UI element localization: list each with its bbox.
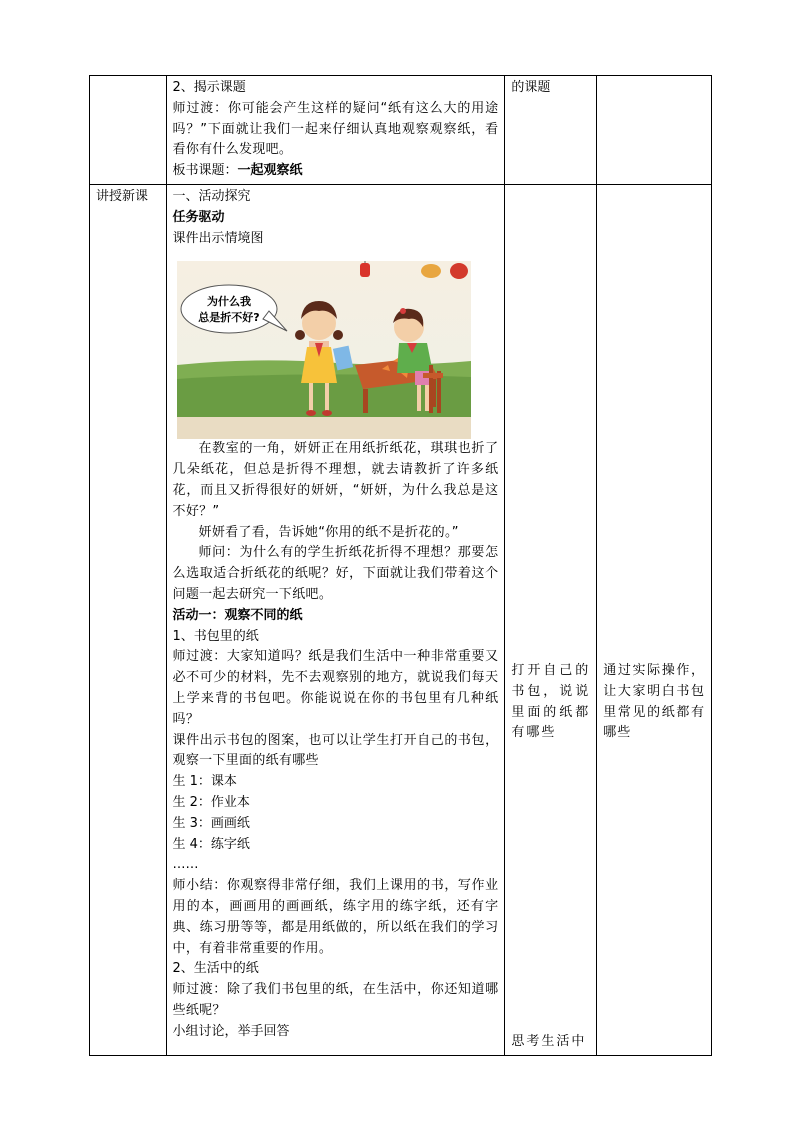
life-transition: 师过渡：除了我们书包里的纸，在生活中，你还知道哪些纸呢？ bbox=[172, 982, 499, 1018]
row1-col3-text: 的课题 bbox=[511, 80, 551, 95]
student-answer: 生 4：练字纸 bbox=[172, 836, 250, 852]
courseware-instruction: 课件出示书包的图案，也可以让学生打开自己的书包，观察一下里面的纸有哪些 bbox=[172, 732, 499, 769]
student-activity-note: 打开自己的书包，说说里面的纸都有哪些 bbox=[511, 662, 591, 741]
teacher-summary: 师小结：你观察得非常仔细，我们上课用的书，写作业用的本，画画用的画画纸，练字用的练字纸，还有字典、练习册等等，都是用纸做的，所以纸在我们的学习中，有着非常重要的作用。 bbox=[172, 878, 499, 956]
reveal-topic-heading: 2、揭示课题 bbox=[172, 80, 246, 95]
row2-content-cell bbox=[166, 184, 505, 1055]
row1-intent-cell bbox=[597, 76, 712, 185]
student-activity-bottom-note: 思考生活中 bbox=[511, 1034, 587, 1050]
row2-student-activity-cell bbox=[505, 184, 597, 1055]
life-paper-heading: 2、生活中的纸 bbox=[172, 961, 259, 977]
board-title: 一起观察纸 bbox=[237, 163, 303, 179]
board-title-label: 板书课题： bbox=[172, 163, 238, 179]
student-answer: 生 3：画画纸 bbox=[172, 815, 250, 831]
table-row bbox=[90, 76, 712, 185]
section-heading: 一、活动探究 bbox=[172, 188, 251, 204]
design-intent-note: 通过实际操作，让大家明白书包里常见的纸都有哪些 bbox=[603, 662, 705, 741]
lesson-plan-table bbox=[89, 75, 712, 1056]
teacher-transition-text: 师过渡：你可能会产生这样的疑问“纸有这么大的用途吗？”下面就让我们一起来仔细认真地观察观察纸，看看你有什么发现吧。 bbox=[172, 100, 499, 158]
row2-intent-cell bbox=[597, 184, 712, 1055]
scene-intro: 课件出示情境图 bbox=[172, 230, 264, 246]
student-answer: 生 2：作业本 bbox=[172, 794, 250, 810]
bubble-text-1: 为什么我 bbox=[206, 295, 251, 309]
group-discussion: 小组讨论，举手回答 bbox=[172, 1023, 290, 1039]
schoolbag-transition: 师过渡：大家知道吗？纸是我们生活中一种非常重要又必不可少的材料，先不去观察别的地方，就说我们每天上学来背的书包吧。你能说说在你的书包里有几种纸吗？ bbox=[172, 649, 499, 727]
story-paragraph-2: 妍妍看了看，告诉她“你用的纸不是折花的。” bbox=[198, 524, 459, 540]
stage-label-cell bbox=[90, 184, 167, 1055]
row1-content-cell bbox=[166, 76, 505, 185]
ellipsis: …… bbox=[172, 857, 199, 873]
table-row bbox=[90, 184, 712, 1055]
bubble-text-2: 总是折不好? bbox=[197, 311, 260, 325]
activity1-heading: 活动一：观察不同的纸 bbox=[172, 607, 303, 623]
stage-label: 讲授新课 bbox=[96, 188, 149, 204]
row1-student-activity-cell bbox=[505, 76, 597, 185]
board-title-line bbox=[173, 161, 499, 182]
story-paragraph-3: 师问：为什么有的学生折纸花折得不理想？那要怎么选取适合折纸花的纸呢？好，下面就让我们带着这个问题一起去研究一下纸吧。 bbox=[172, 545, 499, 602]
scene-svg bbox=[177, 261, 471, 439]
schoolbag-paper-heading: 1、书包里的纸 bbox=[172, 628, 259, 644]
story-paragraph-1: 在教室的一角，妍妍正在用纸折纸花，琪琪也折了几朵纸花，但总是折得不理想，就去请教折了许多纸花，而且又折得很好的妍妍，“妍妍，为什么我总是这不好？” bbox=[172, 441, 499, 519]
task-heading: 任务驱动 bbox=[172, 209, 225, 225]
student-answer: 生 1：课本 bbox=[172, 774, 237, 790]
classroom-scene-illustration bbox=[177, 261, 471, 439]
row1-col1-cell bbox=[90, 76, 167, 185]
